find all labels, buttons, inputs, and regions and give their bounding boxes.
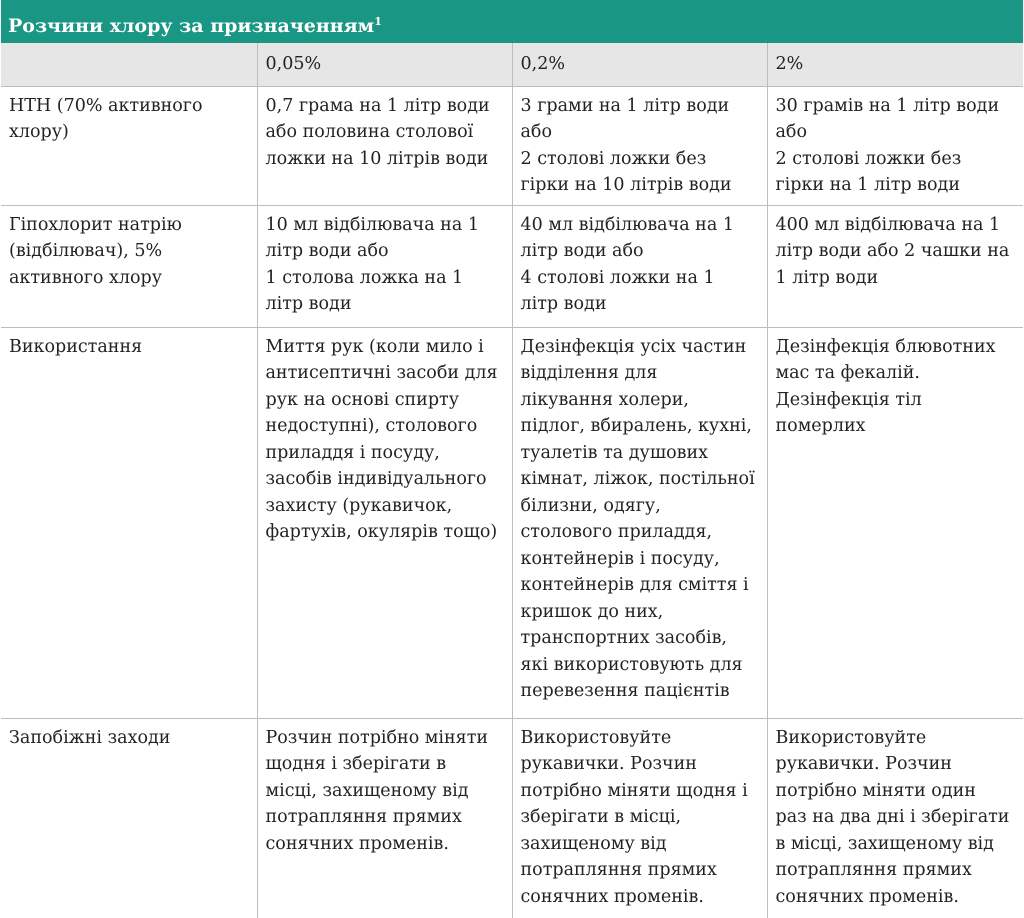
table-cell (257, 327, 512, 718)
chlorine-solutions-table-container (1, 0, 1023, 918)
cell-text: Розчин потрібно міняти щодня і зберігати в місці, захищеному від потрапляння прямих сонячних променів. (265, 727, 489, 854)
table-cell (257, 205, 512, 327)
table-cell (512, 86, 767, 205)
table-cell (767, 86, 1023, 205)
row-label-text: HTH (70% активного хлору) (9, 95, 203, 142)
cell-text: 30 грамів на 1 літр води або 2 столові ложки без гірки на 1 літр води (775, 95, 1000, 195)
table-cell (257, 718, 512, 918)
table-cell (257, 86, 512, 205)
table-cell (512, 327, 767, 718)
table-row (1, 327, 1023, 718)
cell-text: 0,7 грама на 1 літр води або половина столової ложки на 10 літрів води (265, 95, 490, 169)
footnote-marker: 1 (374, 15, 382, 28)
header-cell-02: 0,2% (512, 43, 767, 86)
table-row (1, 718, 1023, 918)
cell-text: 400 мл відбілювача на 1 літр води або 2 чашки на 1 літр води (775, 214, 1010, 288)
table-cell (767, 205, 1023, 327)
cell-text: 40 мл відбілювача на 1 літр води або 4 столові ложки на 1 літр води (520, 214, 734, 314)
header-row (1, 43, 1023, 86)
row-label-precautions (1, 718, 257, 918)
row-label-text: Гіпохлорит натрію (відбілювач), 5% активного хлору (9, 214, 182, 288)
row-label-text: Запобіжні заходи (9, 727, 171, 748)
chlorine-solutions-table (1, 43, 1023, 918)
cell-text: Миття рук (коли мило і антисептичні засоби для рук на основі спирту недоступні), столового приладдя і посуду, засобів індивідуального захисту (рукавичок, фартухів, окулярів тощо) (265, 336, 498, 542)
cell-text: Використовуйте рукавички. Розчин потрібно міняти щодня і зберігати в місці, захищеному від потрапляння прямих сонячних променів. (520, 727, 748, 907)
row-label-text: Використання (9, 336, 143, 357)
row-label-hypochlorite (1, 205, 257, 327)
table-cell (767, 327, 1023, 718)
cell-text: Використовуйте рукавички. Розчин потрібно міняти один раз на два дні і зберігати в місці, захищеному від потрапляння прямих сонячних променів. (775, 727, 1010, 907)
row-label-hth (1, 86, 257, 205)
header-cell-005: 0,05% (257, 43, 512, 86)
table-cell (512, 718, 767, 918)
cell-text: 3 грами на 1 літр води або 2 столові ложки без гірки на 10 літрів води (520, 95, 732, 195)
header-cell-empty (1, 43, 257, 86)
cell-text: 10 мл відбілювача на 1 літр води або 1 столова ложка на 1 літр води (265, 214, 479, 314)
table-row (1, 86, 1023, 205)
table-cell (512, 205, 767, 327)
table-title: Розчини хлору за призначенням (8, 15, 375, 37)
row-label-usage (1, 327, 257, 718)
header-cell-2: 2% (767, 43, 1023, 86)
table-title-bar (1, 0, 1023, 43)
cell-text: Дезінфекція блювотних мас та фекалій. Дезінфекція тіл померлих (775, 336, 996, 436)
table-row (1, 205, 1023, 327)
cell-text: Дезінфекція усіх частин відділення для лікування холери, підлог, вбиралень, кухні, туалетів та душових кімнат, ліжок, постільної білизни, одягу, столового приладдя, контейнерів і посуду, контейнерів для сміття і кришок до них, транспортних засобів, які використовують для перевезення пацієнтів (520, 336, 755, 701)
table-cell (767, 718, 1023, 918)
